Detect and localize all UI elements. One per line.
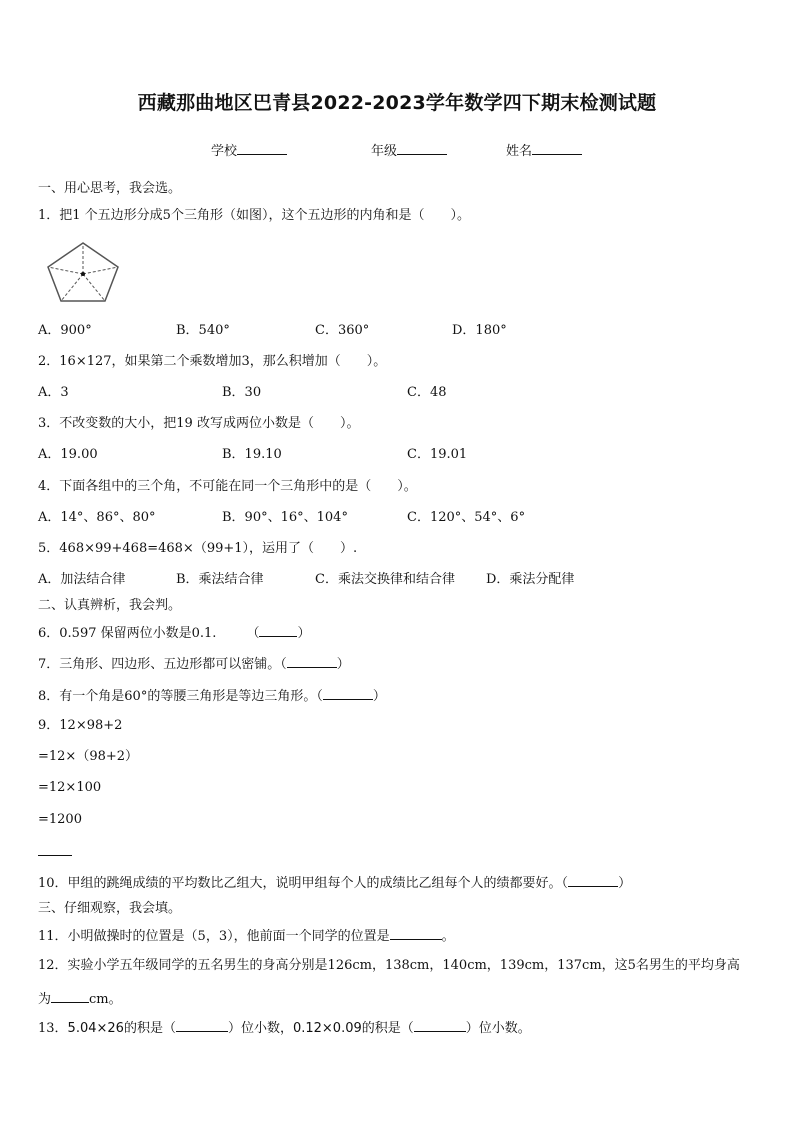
question-7-text: 7．三角形、四边形、五边形都可以密铺。 [38,657,281,672]
q4-option-c[interactable]: C．120°、54°、6° [407,510,526,525]
answer-blank-7[interactable] [287,655,337,668]
answer-blank-9[interactable] [38,855,72,856]
page-title: 西藏那曲地区巴青县2022-2023学年数学四下期末检测试题 [137,92,657,114]
q13-expression-2: 0.12×0.09 [292,1021,362,1036]
answer-blank-10[interactable] [568,874,618,887]
question-9-line-1: 9．12×98+2 [38,718,123,733]
q5-option-b[interactable]: B．乘法结合律 [176,572,264,587]
question-11-text: 11．小明做操时的位置是（5，3），他前面一个同学的位置是 [38,929,390,944]
q1-option-d[interactable]: D．180° [452,323,507,338]
question-2-text: 2．16×127，如果第二个乘数增加3，那么积增加（ ）。 [38,354,387,369]
q4-option-b[interactable]: B．90°、16°、104° [222,510,348,525]
question-9-line-4: =1200 [38,812,82,827]
question-6-text: 6．0.597 保留两位小数是0.1. [38,626,217,641]
answer-blank-13b[interactable] [414,1019,466,1032]
section-2-heading: 二、认真辨析，我会判。 [38,598,182,613]
name-blank[interactable] [532,142,582,155]
question-11: 11．小明做操时的位置是（5，3），他前面一个同学的位置是 。 [38,929,455,944]
q4-option-a[interactable]: A．14°、86°、80° [38,510,156,525]
question-3-text: 3．不改变数的大小，把19 改写成两位小数是（ ）。 [38,416,360,431]
section-1-heading: 一、用心思考，我会选。 [38,181,182,196]
answer-blank-13a[interactable] [176,1019,228,1032]
answer-blank-8[interactable] [323,687,373,700]
q3-option-c[interactable]: C．19.01 [407,447,468,462]
q3-option-a[interactable]: A．19.00 [38,447,98,462]
question-10: 10．甲组的跳绳成绩的平均数比乙组大，说明甲组每个人的成绩比乙组每个人的绩都要好。（ ） [38,876,632,891]
question-1-text: 1．把1 个五边形分成5个三角形（如图），这个五边形的内角和是（ ）。 [38,208,470,223]
pentagon-center-point [81,272,85,276]
question-6: 6．0.597 保留两位小数是0.1. （ ） [38,626,311,641]
section-3-heading: 三、仔细观察，我会填。 [38,901,182,916]
q5-option-c[interactable]: C．乘法交换律和结合律 [315,572,455,587]
question-10-text: 10．甲组的跳绳成绩的平均数比乙组大，说明甲组每个人的成绩比乙组每个人的绩都要好。 [38,876,562,891]
name-label: 姓名 [506,144,533,159]
question-9-line-2: =12×（98+2） [38,749,139,764]
grade-field[interactable] [371,140,447,159]
school-label: 学校 [211,144,238,159]
answer-blank-6[interactable] [259,624,297,637]
question-8-text: 8．有一个角是60°的等腰三角形是等边三角形。 [38,689,317,704]
question-7: 7．三角形、四边形、五边形都可以密铺。（ ） [38,657,350,672]
question-8: 8．有一个角是60°的等腰三角形是等边三角形。（ ） [38,689,386,704]
q5-option-a[interactable]: A．加法结合律 [38,572,126,587]
answer-blank-12[interactable] [51,990,89,1003]
school-blank[interactable] [237,142,287,155]
pentagon-figure [45,240,121,304]
name-field[interactable] [506,140,582,159]
question-13: 13．5.04×26的积是（ ）位小数，0.12×0.09的积是（ ）位小数。 [38,1021,531,1036]
school-field[interactable] [211,140,287,159]
answer-blank-11[interactable] [390,927,442,940]
question-12-line-1: 12．实验小学五年级同学的五名男生的身高分别是126cm，138cm，140cm，139cm，137cm，这5名男生的平均身高 [38,958,740,973]
q3-option-b[interactable]: B．19.10 [222,447,282,462]
grade-blank[interactable] [397,142,447,155]
grade-label: 年级 [371,144,398,159]
q5-option-d[interactable]: D．乘法分配律 [486,572,575,587]
q2-option-a[interactable]: A．3 [38,385,69,400]
question-9-line-3: =12×100 [38,780,102,795]
q1-option-b[interactable]: B．540° [176,323,230,338]
q2-option-b[interactable]: B．30 [222,385,262,400]
q1-option-a[interactable]: A．900° [38,323,92,338]
q1-option-c[interactable]: C．360° [315,323,370,338]
question-12-line-2: 为 cm。 [38,992,122,1007]
q2-option-c[interactable]: C．48 [407,385,447,400]
question-4-text: 4．下面各组中的三个角，不可能在同一个三角形中的是（ ）。 [38,479,417,494]
question-5-text: 5．468×99+468=468×（99+1），运用了（ ）. [38,541,358,556]
q13-expression-1: 5.04×26 [67,1021,124,1036]
